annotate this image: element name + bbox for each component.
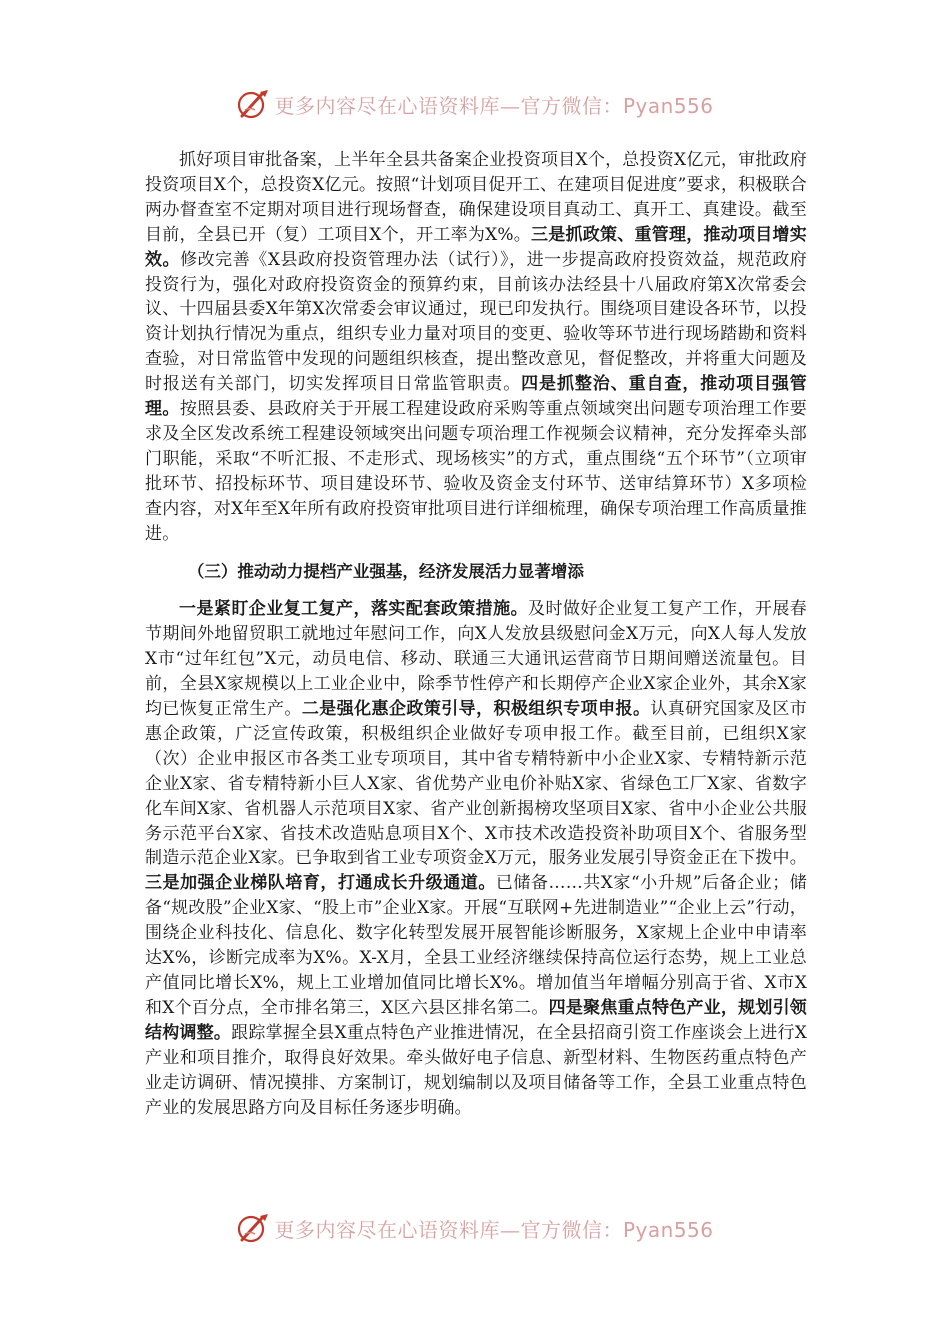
section-heading-3: （三）推动动力提档产业强基，经济发展活力显著增添	[187, 561, 584, 581]
document-body	[145, 148, 807, 1120]
paragraph-2-lead-2: 二是强化惠企政策引导，积极组织专项申报。	[301, 699, 651, 720]
header-banner	[0, 86, 950, 122]
paragraph-1: 抓好项目审批备案，上半年全县共备案企业投资项目X个，总投资X亿元，审批政府投资项目X个，总投资X亿元。按照“计划项目促开工、在建项目促进度”要求，积极联合两办督查室不定期对项目进行现场督查，确保建设项目真动工、真开工、真建设。截至目前，全县已开（复）工项目X个，开工率为X%。三是抓政策、重管理，推动项目增实效。修改完善《X县政府投资管理办法（试行）》，进一步提高政府投资效益，规范政府投资行为，强化对政府投资资金的预算约束，目前该办法经县十八届政府第X次常委会议、十四届县委X年第X次常委会审议通过，现已印发执行。围绕项目建设各环节，以投资计划执行情况为重点，组织专业力量对项目的变更、验收等环节进行现场踏勘和资料查验，对日常监管中发现的问题组织核查，提出整改意见，督促整改，并将重大问题及时报送有关部门，切实发挥项目日常监管职责。四是抓整治、重自查，推动项目强管理。按照县委、县政府关于开展工程建设政府采购等重点领域突出问题专项治理工作要求及全区发改系统工程建设领域突出问题专项治理工作视频会议精神，充分发挥牵头部门职能，采取“不听汇报、不走形式、现场核实”的方式，重点围绕“五个环节”（立项审批环节、招投标环节、项目建设环节、验收及资金支付环节、送审结算环节）X多项检查内容，对X年至X年所有政府投资审批项目进行详细梳理，确保专项治理工作高质量推进。	[145, 150, 808, 544]
banner-cn-text: 更多内容尽在心语资料库—官方微信：	[274, 93, 623, 118]
banner-text	[274, 1214, 713, 1243]
paragraph-2-lead-1: 一是紧盯企业复工复产，落实配套政策措施。	[179, 599, 529, 620]
banner-wechat-id: Pyan556	[622, 93, 714, 118]
pen-logo-icon	[236, 88, 272, 120]
footer-banner	[0, 1210, 950, 1246]
paragraph-2-lead-3: 三是加强企业梯队培育，打通成长升级通道。	[145, 873, 496, 894]
paragraph-2-lead-4: 四是聚焦重点特色产业，规划引领结构调整。	[145, 997, 808, 1043]
banner-cn-text: 更多内容尽在心语资料库—官方微信：	[274, 1217, 623, 1242]
pen-logo-icon	[236, 1212, 272, 1244]
banner-wechat-id: Pyan556	[622, 1217, 714, 1242]
paragraph-1-lead-4: 四是抓整治、重自查，推动项目强管理。	[145, 374, 808, 420]
banner-text	[274, 90, 713, 119]
paragraph-2: 一是紧盯企业复工复产，落实配套政策措施。及时做好企业复工复产工作，开展春节期间外地留贸职工就地过年慰问工作，向X人发放县级慰问金X万元，向X人每人发放X市“过年红包”X元，动员电信、移动、联通三大通讯运营商节日期间赠送流量包。目前，全县X家规模以上工业企业中，除季节性停产和长期停产企业X家企业外，其余X家均已恢复正常生产。二是强化惠企政策引导，积极组织专项申报。认真研究国家及区市惠企政策，广泛宣传政策，积极组织企业做好专项申报工作。截至目前，已组织X家（次）企业申报区市各类工业专项项目，其中省专精特新中小企业X家、专精特新示范企业X家、省专精特新小巨人X家、省优势产业电价补贴X家、省绿色工厂X家、省数字化车间X家、省机器人示范项目X家、省产业创新揭榜攻坚项目X家、省中小企业公共服务示范平台X家、省技术改造贴息项目X个、X市技术改造投资补助项目X个、省服务型制造示范企业X家。已争取到省工业专项资金X万元，服务业发展引导资金正在下拨中。三是加强企业梯队培育，打通成长升级通道。已储备……共X家“小升规”后备企业；储备“规改股”企业X家、“股上市”企业X家。开展“互联网+先进制造业”“企业上云”行动，围绕企业科技化、信息化、数字化转型发展开展智能诊断服务，X家规上企业中申请率达X%，诊断完成率为X%。X-X月，全县工业经济继续保持高位运行态势，规上工业总产值同比增长X%，规上工业增加值同比增长X%。增加值当年增幅分别高于省、X市X和X个百分点，全市排名第三，X区六县区排名第二。四是聚焦重点特色产业，规划引领结构调整。跟踪掌握全县X重点特色产业推进情况，在全县招商引资工作座谈会上进行X产业和项目推介，取得良好效果。牵头做好电子信息、新型材料、生物医药重点特色产业走访调研、情况摸排、方案制订，规划编制以及项目储备等工作，全县工业重点特色产业的发展思路方向及目标任务逐步明确。	[145, 599, 808, 1118]
paragraph-1-lead-3: 三是抓政策、重管理，推动项目增实效。	[145, 224, 807, 270]
